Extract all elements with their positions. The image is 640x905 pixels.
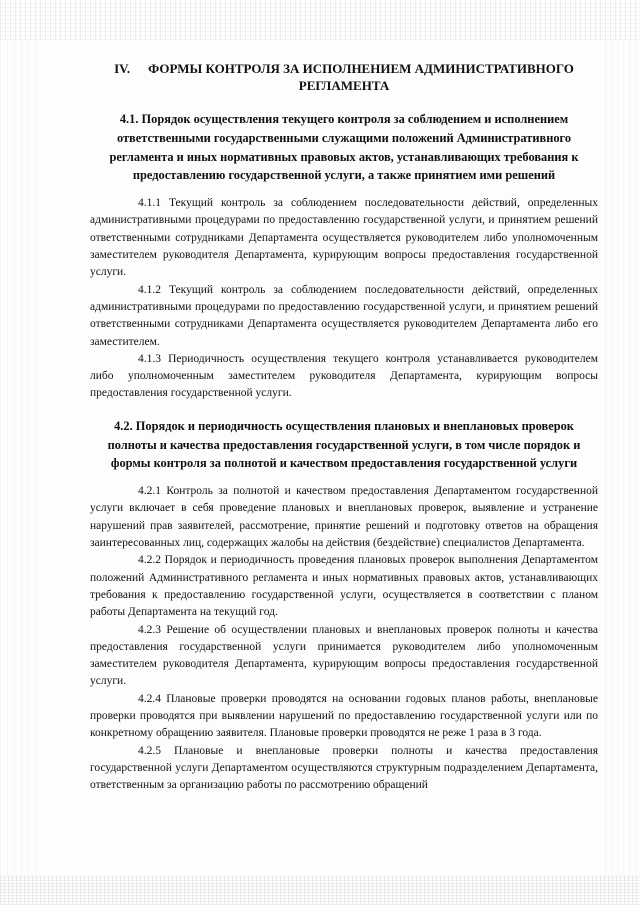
section-number: IV. — [114, 61, 131, 76]
paragraph-4-1-2: 4.1.2 Текущий контроль за соблюдением последовательности действий, определенных административными процедурами по предоставлению государственной услуги, и принятием решений ответственными сотрудниками Департамента осуществляется руководителем Департамента либо его заместителем. — [90, 283, 598, 348]
scan-noise-bottom — [0, 875, 640, 905]
scan-noise-right — [605, 40, 640, 875]
subsection-heading-4-2: 4.2. Порядок и периодичность осуществления плановых и внеплановых проверок полноты и качества предоставления государственной услуги, в том числе порядок и формы контроля за полнотой и качеством предоставления государственной услуги — [107, 418, 581, 471]
scan-noise-top — [0, 0, 640, 40]
paragraph-4-1-3: 4.1.3 Периодичность осуществления текущего контроля устанавливается руководителем либо уполномоченным заместителем руководителя Департамента, курирующим вопросы предоставления государственной услуги. — [90, 352, 598, 400]
paragraph-4-2-2: 4.2.2 Порядок и периодичность проведения плановых проверок выполнения Департаментом положений Административного регламента и иных нормативных правовых актов, устанавливающих требования к предоставлению государственной услуги, осуществляется в соответствии с планом работы Департамента на текущий год. — [90, 554, 598, 619]
paragraph-4-1-1: 4.1.1 Текущий контроль за соблюдением последовательности действий, определенных административными процедурами по предоставлению государственной услуги, и принятием решений ответственными сотрудниками Департамента осуществляется руководителем либо уполномоченным заместителем руководителя Департамента, курирующим вопросы предоставления государственной услуги. — [90, 197, 598, 279]
paragraph-4-2-1: 4.2.1 Контроль за полнотой и качеством предоставления Департаментом государственной услуги включает в себя проведение плановых и внеплановых проверок, выявление и устранение нарушений прав заявителей, рассмотрение, принятие решений и подготовку ответов на обращения заинтересованных лиц, содержащих жалобы на действия (бездействие) специалистов Департамента. — [90, 485, 598, 550]
paragraph-4-2-3: 4.2.3 Решение об осуществлении плановых и внеплановых проверок полноты и качества предоставления государственной услуги принимается руководителем либо уполномоченным заместителем руководителя Департамента, курирующим вопросы предоставления государственной услуги. — [90, 623, 598, 688]
subsection-heading-4-1: 4.1. Порядок осуществления текущего контроля за соблюдением и исполнением ответственными государственными служащими положений Административного регламента и иных нормативных правовых актов, устанавливающих требования к предоставлению государственной услуги, а также принятием ими решений — [109, 112, 579, 183]
document-body — [90, 60, 598, 794]
paragraph-4-2-4: 4.2.4 Плановые проверки проводятся на основании годовых планов работы, внеплановые проверки проводятся при выявлении нарушений по предоставлению государственной услуги или по конкретному обращению заявителя. Плановые проверки проводятся не реже 1 раза в 3 года. — [90, 692, 598, 740]
section-title-line1: ФОРМЫ КОНТРОЛЯ ЗА ИСПОЛНЕНИЕМ АДМИНИСТРАТИВНОГО — [148, 61, 574, 76]
paragraph-4-2-5: 4.2.5 Плановые и внеплановые проверки полноты и качества предоставления государственной услуги Департаментом осуществляются структурным подразделением Департамента, ответственным за организацию работы по рассмотрению обращений — [90, 744, 598, 792]
section-title-line2: РЕГЛАМЕНТА — [298, 78, 390, 93]
section-title — [90, 60, 598, 94]
scan-noise-left — [0, 40, 40, 875]
